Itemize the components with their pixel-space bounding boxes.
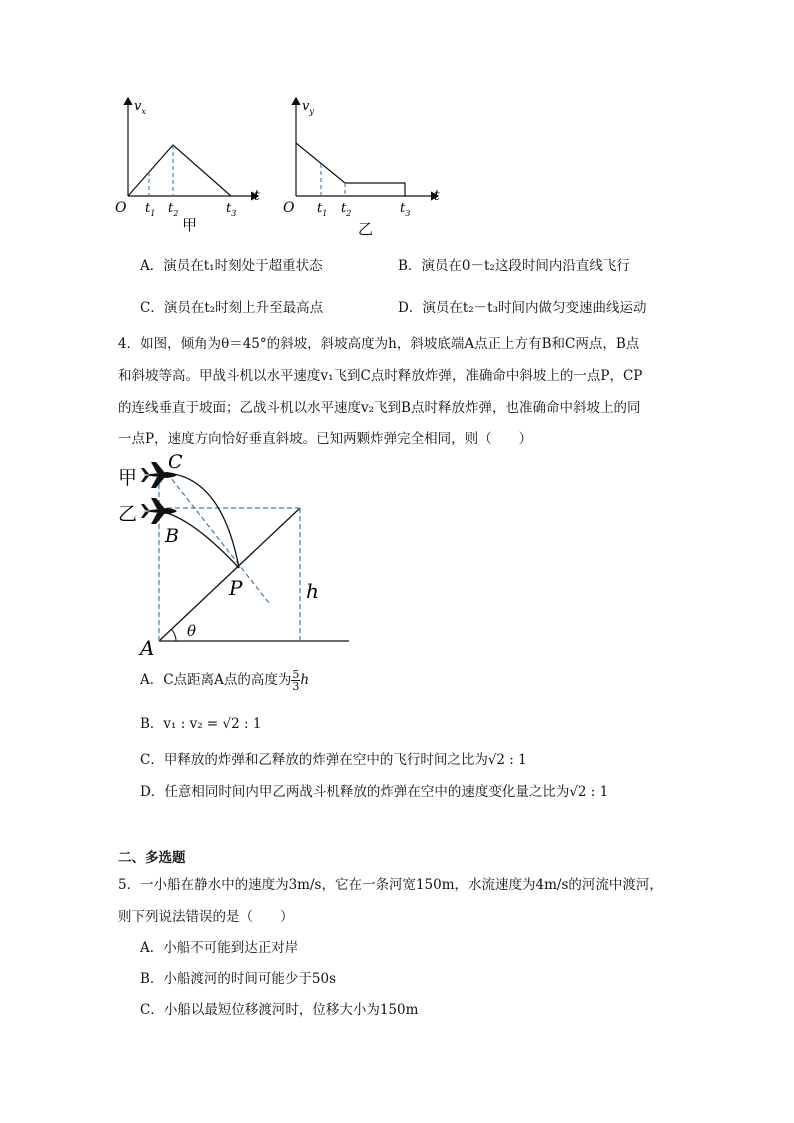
label-c: C <box>168 451 183 473</box>
vy-graph-yi <box>280 92 450 240</box>
t1-label: $t_1$ <box>145 201 156 218</box>
q5-stem-line-1: 5．一小船在静水中的速度为3m/s，它在一条河宽150m，水流速度为4m/s的河流中渡河， <box>118 877 663 893</box>
x-label: t <box>254 188 260 204</box>
cp-dash-line <box>167 473 269 603</box>
t2-label: $t_2$ <box>168 201 179 218</box>
label-h: h <box>306 579 319 603</box>
q5-stem-line-2: 则下列说法错误的是（ ） <box>118 909 294 925</box>
vx-graph-jia <box>112 92 272 240</box>
fraction <box>291 669 300 692</box>
q3-option-a: A．演员在t₁时刻处于超重状态 <box>140 258 323 274</box>
q4-option-a-text: A．C点距离A点的高度为 <box>140 672 292 688</box>
label-yi: 乙 <box>118 503 138 525</box>
origin-label: O <box>115 200 127 216</box>
t3-label: $t_3$ <box>226 201 237 218</box>
y-label: $v_x$ <box>134 99 146 116</box>
q3-option-b: B．演员在0－t₂这段时间内沿直线飞行 <box>398 258 630 274</box>
q4-option-a <box>140 668 309 692</box>
label-p: P <box>229 576 243 600</box>
q4-option-d: D．任意相同时间内甲乙两战斗机释放的炸弹在空中的速度变化量之比为√2 : 1 <box>140 784 609 800</box>
x-label: t <box>434 188 440 204</box>
q4-option-b: B．v₁ : v₂ = √2 : 1 <box>140 716 262 732</box>
graph-caption: 乙 <box>358 220 374 238</box>
origin-label: O <box>283 200 295 216</box>
slope-line <box>159 508 300 641</box>
q5-option-a: A．小船不可能到达正对岸 <box>140 940 299 956</box>
vx-curve <box>128 145 231 196</box>
q4-figure <box>112 448 362 660</box>
q5-option-c: C．小船以最短位移渡河时，位移大小为150m <box>140 1002 419 1018</box>
t1-label: $t_1$ <box>317 201 328 218</box>
fighter-jet-yi-icon <box>141 498 177 524</box>
q5-option-b: B．小船渡河的时间可能少于50s <box>140 971 337 987</box>
label-theta: θ <box>187 622 197 640</box>
label-a: A <box>140 636 155 660</box>
q4-option-c: C．甲释放的炸弹和乙释放的炸弹在空中的飞行时间之比为√2 : 1 <box>140 752 527 768</box>
y-label: $v_y$ <box>302 99 314 116</box>
vy-curve <box>296 143 405 196</box>
q4-stem-line-2: 和斜坡等高。甲战斗机以水平速度v₁飞到C点时释放炸弹，准确命中斜坡上的一点P，CP <box>118 368 643 384</box>
q3-option-c: C．演员在t₂时刻上升至最高点 <box>140 300 324 316</box>
fraction-denominator: 3 <box>292 680 300 693</box>
q4-stem-line-4: 一点P，速度方向恰好垂直斜坡。已知两颗炸弹完全相同，则（ ） <box>118 431 533 447</box>
section-heading: 二、多选题 <box>118 850 186 866</box>
q4-stem-line-1: 4．如图，倾角为θ＝45°的斜坡，斜坡高度为h，斜坡底端A点正上方有B和C两点，B点 <box>118 336 640 352</box>
q4-option-a-suffix: h <box>300 672 310 688</box>
fraction-numerator: 5 <box>292 668 300 681</box>
label-b: B <box>165 525 179 547</box>
label-jia: 甲 <box>118 467 138 489</box>
theta-arc <box>171 629 176 641</box>
q3-option-d: D．演员在t₂－t₃时间内做匀变速曲线运动 <box>398 300 647 316</box>
q4-stem-line-3: 的连线垂直于坡面；乙战斗机以水平速度v₂飞到B点时释放炸弹，也准确命中斜坡上的同 <box>118 400 641 416</box>
graph-caption: 甲 <box>182 216 198 234</box>
t3-label: $t_3$ <box>400 201 411 218</box>
t2-label: $t_2$ <box>341 201 352 218</box>
